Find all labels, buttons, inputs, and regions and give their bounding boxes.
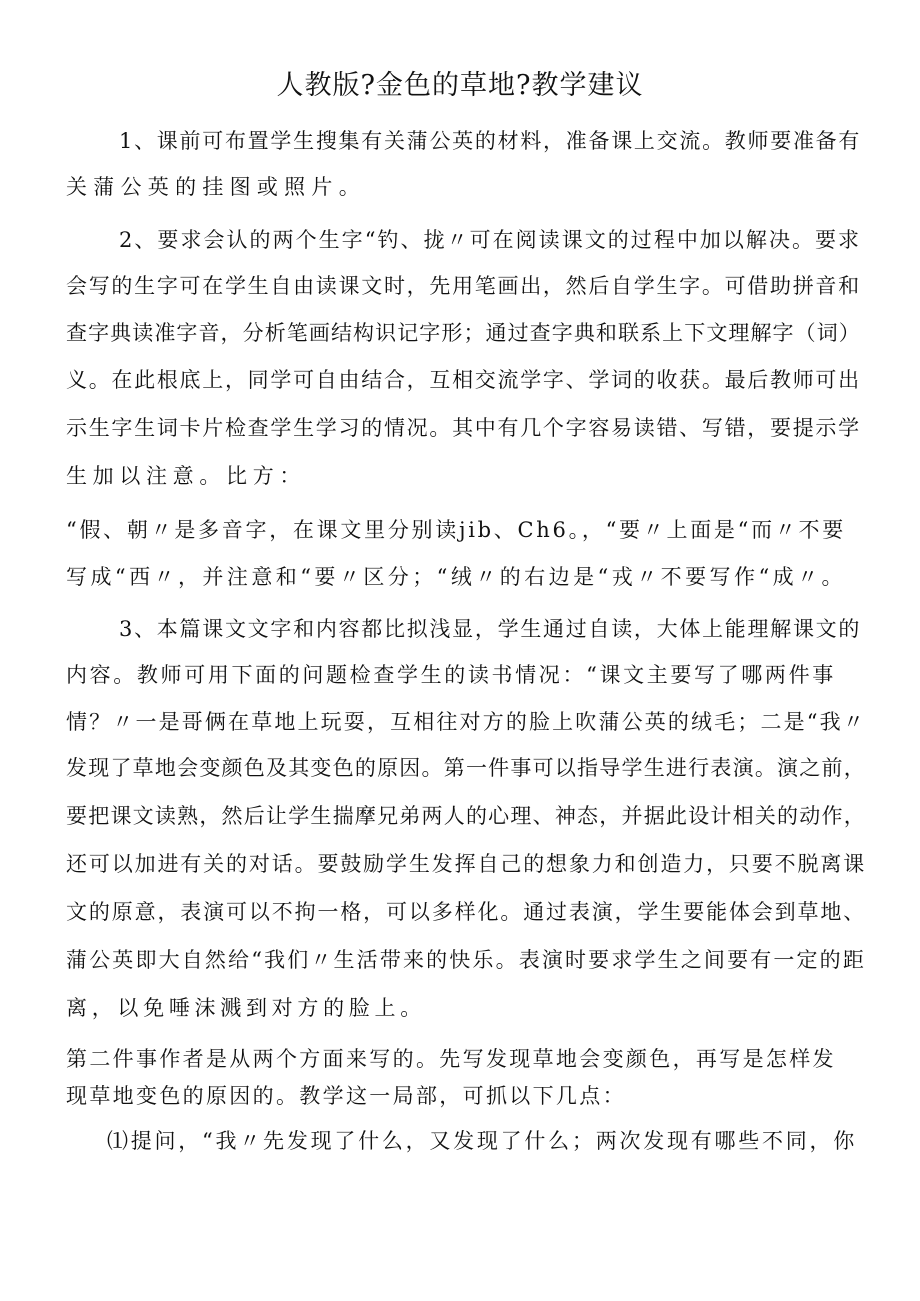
text-line: 内容。教师可用下面的问题检查学生的读书情况：“课文主要写了哪两件事 (66, 663, 836, 687)
text-line: 生加以注意。比方： (66, 464, 307, 488)
text-line: 情？〃一是哥俩在草地上玩耍，互相往对方的脸上吹蒲公英的绒毛；二是“我〃 (66, 710, 866, 734)
text-line: 还可以加进有关的对话。要鼓励学生发挥自己的想象力和创造力，只要不脱离课 (66, 852, 867, 876)
text-line: 写成“西〃，并注意和“要〃区分；“绒〃的右边是“戎〃不要写作“成〃。 (66, 565, 846, 589)
text-line: 2、要求会认的两个生字“钓、拢〃可在阅读课文的过程中加以解决。要求 (119, 228, 862, 252)
text-line: 示生字生词卡片检查学生学习的情况。其中有几个字容易读错、写错，要提示学 (66, 416, 861, 440)
text-line: 蒲公英即大自然给“我们〃生活带来的快乐。表演时要求学生之间要有一定的距 (66, 948, 866, 972)
text-line: 查字典读准字音，分析笔画结构识记字形；通过查字典和联系上下文理解字（词） (66, 321, 861, 345)
page-title: 人教版?金色的草地?教学建议 (276, 70, 644, 101)
text-line: “假、朝〃是多音字，在课文里分别读jib、Ch6。，“要〃上面是“而〃不要 (66, 518, 846, 542)
text-line: 义。在此根底上，同学可自由结合，互相交流学字、学词的收获。最后教师可出 (66, 368, 861, 392)
text-line: 1、课前可布置学生搜集有关蒲公英的材料，准备课上交流。教师要准备有 (119, 129, 862, 153)
text-line: 3、本篇课文文字和内容都比拟浅显，学生通过自读，大体上能理解课文的 (119, 617, 862, 641)
text-line: 第二件事作者是从两个方面来写的。先写发现草地会变颜色，再写是怎样发 (66, 1047, 836, 1071)
text-line: 会写的生字可在学生自由读课文时，先用笔画出，然后自学生字。可借助拼音和 (66, 274, 861, 298)
text-line: ⑴提问，“我〃先发现了什么，又发现了什么；两次发现有哪些不同，你 (107, 1129, 858, 1153)
text-line: 发现了草地会变颜色及其变色的原因。第一件事可以指导学生进行表演。演之前， (66, 756, 866, 780)
text-line: 现草地变色的原因的。教学这一局部，可抓以下几点： (66, 1084, 626, 1108)
text-line: 关蒲公英的挂图或照片。 (66, 175, 366, 199)
text-line: 要把课文读熟，然后让学生揣摩兄弟两人的心理、神态，并据此设计相关的动作， (66, 804, 866, 828)
text-line: 文的原意，表演可以不拘一格，可以多样化。通过表演，学生要能体会到草地、 (66, 900, 867, 924)
text-line: 离，以免唾沫溅到对方的脸上。 (66, 996, 426, 1020)
